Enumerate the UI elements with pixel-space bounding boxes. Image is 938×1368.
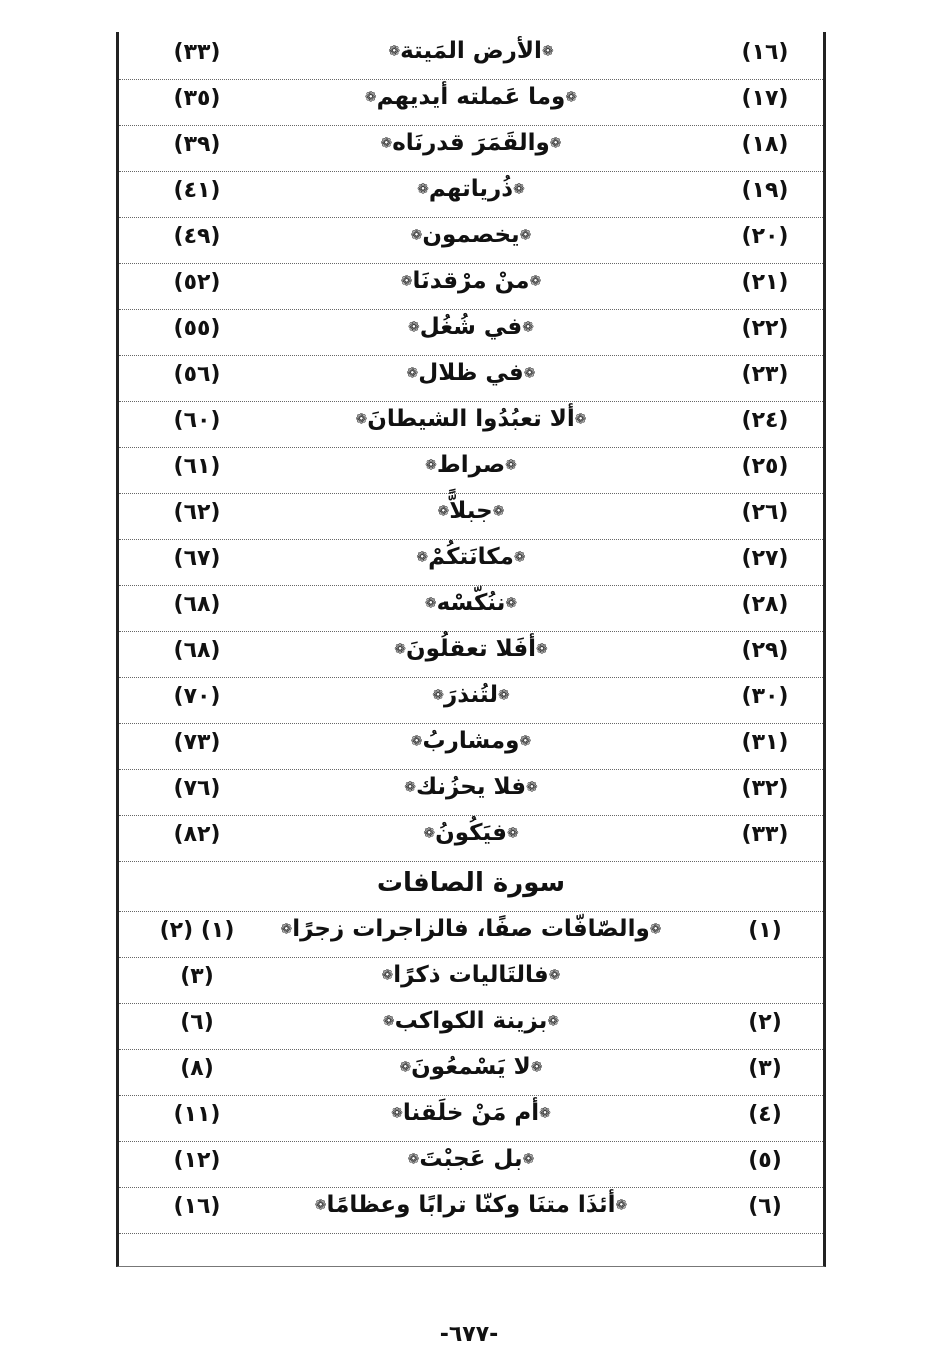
table-row (119, 586, 823, 632)
ornament-bracket-icon: ❁ (432, 687, 445, 704)
row-number: (٢٦) (741, 500, 789, 525)
quran-word (269, 1054, 673, 1080)
row-number: (١٦) (741, 40, 789, 65)
row-number: (١٧) (741, 86, 789, 111)
quran-word-text: بل عَجبْتَ (419, 1146, 523, 1172)
table-row (119, 770, 823, 816)
row-number: (١) (748, 918, 782, 943)
quran-word (269, 268, 673, 294)
row-number: (٣١) (741, 730, 789, 755)
quran-word-text: بزينة الكواكب (394, 1008, 548, 1034)
quran-word (269, 962, 673, 988)
ornament-bracket-icon: ❁ (399, 1059, 412, 1076)
verse-reference: (٦٧) (173, 546, 221, 571)
quran-word (269, 176, 673, 202)
verse-reference: (٦٨) (173, 592, 221, 617)
ornament-bracket-icon: ❁ (406, 365, 419, 382)
table-row (119, 356, 823, 402)
quran-word-text: ذُرياتهم (428, 176, 514, 202)
verse-reference: (٤١) (173, 178, 221, 203)
quran-word (269, 544, 673, 570)
quran-word-text: والصّافّات صفًا، فالزاجرات زجرًا (292, 916, 650, 942)
ornament-bracket-icon: ❁ (549, 135, 562, 152)
ornament-bracket-icon: ❁ (407, 1151, 420, 1168)
quran-word (269, 728, 673, 754)
ornament-bracket-icon: ❁ (526, 779, 538, 796)
quran-word-text: ننُكّسْه (436, 590, 506, 616)
quran-word-text: يخصمون (422, 222, 520, 248)
table-row (119, 1188, 823, 1234)
ornament-bracket-icon: ❁ (519, 733, 532, 750)
table-row (119, 678, 823, 724)
row-number: (١٩) (741, 178, 789, 203)
quran-word (269, 590, 673, 616)
quran-word-text: أئذَا متنَا وكنّا ترابًا وعظامًا (326, 1192, 616, 1218)
quran-word (269, 1100, 673, 1126)
ornament-bracket-icon: ❁ (410, 227, 423, 244)
ornament-bracket-icon: ❁ (513, 549, 526, 566)
table-row (119, 1096, 823, 1142)
ornament-bracket-icon: ❁ (548, 967, 561, 984)
table-row (119, 218, 823, 264)
quran-word (269, 916, 673, 942)
row-number: (٢٥) (741, 454, 789, 479)
verse-reference: (٦١) (173, 454, 221, 479)
table-row (119, 264, 823, 310)
quran-word-text: فالتَاليات ذكرًا (393, 962, 549, 988)
verse-reference: (٣) (180, 964, 214, 989)
ornament-bracket-icon: ❁ (424, 595, 437, 612)
verse-reference: (١٢) (173, 1148, 221, 1173)
quran-word (269, 360, 673, 386)
table-frame (116, 32, 826, 1267)
row-number: (٣) (748, 1056, 782, 1081)
ornament-bracket-icon: ❁ (492, 503, 505, 520)
quran-word (269, 222, 673, 248)
row-number: (٣٢) (741, 776, 789, 801)
ornament-bracket-icon: ❁ (522, 1151, 535, 1168)
ornament-bracket-icon: ❁ (280, 921, 293, 938)
row-number: (٢٢) (741, 316, 789, 341)
table-row (119, 172, 823, 218)
quran-word (269, 774, 673, 800)
ornament-bracket-icon: ❁ (417, 181, 429, 198)
ornament-bracket-icon: ❁ (364, 89, 377, 106)
ornament-bracket-icon: ❁ (505, 457, 517, 474)
row-number: (٥) (748, 1148, 782, 1173)
quran-word-text: جبلاًّ (449, 498, 493, 524)
quran-word-text: والقَمَرَ قدرنَاه (392, 130, 550, 156)
verse-reference: (٥٦) (173, 362, 221, 387)
quran-word (269, 636, 673, 662)
verse-reference: (٣٩) (173, 132, 221, 157)
ornament-bracket-icon: ❁ (381, 967, 394, 984)
row-number: (٢٤) (741, 408, 789, 433)
ornament-bracket-icon: ❁ (513, 181, 525, 198)
table-row (119, 126, 823, 172)
ornament-bracket-icon: ❁ (506, 825, 519, 842)
row-number: (٢٩) (741, 638, 789, 663)
ornament-bracket-icon: ❁ (423, 825, 436, 842)
quran-word-text: مكانَتكُمْ (428, 544, 514, 570)
ornament-bracket-icon: ❁ (539, 1105, 551, 1122)
quran-word-text: في ظلال (418, 360, 524, 386)
row-number: (٢٨) (741, 592, 789, 617)
ornament-bracket-icon: ❁ (615, 1197, 628, 1214)
quran-word-text: ومشاربُ (422, 728, 520, 754)
ornament-bracket-icon: ❁ (529, 273, 542, 290)
table-row (119, 34, 823, 80)
ornament-bracket-icon: ❁ (410, 733, 423, 750)
quran-word (269, 820, 673, 846)
ornament-bracket-icon: ❁ (425, 457, 437, 474)
row-number: (٢٣) (741, 362, 789, 387)
quran-word (269, 406, 673, 432)
ornament-bracket-icon: ❁ (437, 503, 450, 520)
quran-word (269, 498, 673, 524)
quran-word-text: الأرض المَيتة (400, 38, 542, 64)
row-number: (١٨) (741, 132, 789, 157)
verse-reference: (٣٥) (173, 86, 221, 111)
quran-word-text: فيَكُونُ (435, 820, 507, 846)
verse-reference: (٦) (180, 1010, 214, 1035)
table-row (119, 402, 823, 448)
verse-reference: (٦٨) (173, 638, 221, 663)
table-row (119, 540, 823, 586)
quran-word-text: ألا تعبُدُوا الشيطانَ (367, 406, 575, 432)
table-row (119, 1050, 823, 1096)
quran-word-text: لا يَسْمعُونَ (411, 1054, 531, 1080)
table-row (119, 816, 823, 862)
quran-word-text: فلا يحزُنك (415, 774, 527, 800)
row-number: (٢) (748, 1010, 782, 1035)
quran-word-text: صراط (436, 452, 506, 478)
ornament-bracket-icon: ❁ (536, 641, 548, 658)
quran-word (269, 38, 673, 64)
ornament-bracket-icon: ❁ (519, 227, 532, 244)
ornament-bracket-icon: ❁ (523, 365, 536, 382)
verse-reference: (٥٢) (173, 270, 221, 295)
quran-word (269, 130, 673, 156)
ornament-bracket-icon: ❁ (404, 779, 416, 796)
ornament-bracket-icon: ❁ (394, 641, 406, 658)
quran-word (269, 1008, 673, 1034)
verse-reference: (٦٠) (173, 408, 221, 433)
table-row (119, 724, 823, 770)
quran-word (269, 1192, 673, 1218)
quran-word-text: في شُغُل (419, 314, 523, 340)
table-row (119, 494, 823, 540)
row-number: (٢٧) (741, 546, 789, 571)
row-number: (٣٠) (741, 684, 789, 709)
table-row (119, 1142, 823, 1188)
table-row (119, 958, 823, 1004)
ornament-bracket-icon: ❁ (408, 319, 420, 336)
ornament-bracket-icon: ❁ (380, 135, 393, 152)
ornament-bracket-icon: ❁ (416, 549, 429, 566)
verse-reference: (٣٣) (173, 40, 221, 65)
verse-reference: (٧٣) (173, 730, 221, 755)
quran-word-text: لتُنذرَ (444, 682, 498, 708)
verse-reference: (١) (٢) (159, 918, 235, 943)
ornament-bracket-icon: ❁ (649, 921, 662, 938)
ornament-bracket-icon: ❁ (522, 319, 534, 336)
row-number: (٢٠) (741, 224, 789, 249)
row-number: (٢١) (741, 270, 789, 295)
verse-reference: (٨) (180, 1056, 214, 1081)
ornament-bracket-icon: ❁ (355, 411, 368, 428)
ornament-bracket-icon: ❁ (314, 1197, 327, 1214)
table-row (119, 80, 823, 126)
row-number: (٣٣) (741, 822, 789, 847)
verse-reference: (٧٦) (173, 776, 221, 801)
row-number: (٦) (748, 1194, 782, 1219)
ornament-bracket-icon: ❁ (541, 43, 554, 60)
verse-reference: (٧٠) (173, 684, 221, 709)
verse-reference: (٨٢) (173, 822, 221, 847)
quran-word (269, 1146, 673, 1172)
ornament-bracket-icon: ❁ (574, 411, 587, 428)
verse-reference: (٦٢) (173, 500, 221, 525)
table-row (119, 912, 823, 958)
verse-reference: (٥٥) (173, 316, 221, 341)
ornament-bracket-icon: ❁ (565, 89, 578, 106)
table-row (119, 310, 823, 356)
ornament-bracket-icon: ❁ (388, 43, 401, 60)
ornament-bracket-icon: ❁ (391, 1105, 403, 1122)
page-number: -٦٧٧- (439, 1322, 499, 1347)
quran-word-text: منْ مرْقدنَا (412, 268, 530, 294)
ornament-bracket-icon: ❁ (497, 687, 510, 704)
ornament-bracket-icon: ❁ (530, 1059, 543, 1076)
table-row (119, 632, 823, 678)
quran-word-text: أفَلا تعقلُونَ (405, 636, 537, 662)
quran-word-text: أم مَنْ خلَقنا (402, 1100, 540, 1126)
surah-title: سورة الصافات (119, 862, 823, 912)
ornament-bracket-icon: ❁ (382, 1013, 395, 1030)
quran-word-text: وما عَملته أيديهم (376, 84, 566, 110)
quran-word (269, 452, 673, 478)
ornament-bracket-icon: ❁ (547, 1013, 560, 1030)
ornament-bracket-icon: ❁ (400, 273, 413, 290)
quran-word (269, 682, 673, 708)
ornament-bracket-icon: ❁ (505, 595, 518, 612)
table-row (119, 1004, 823, 1050)
verse-reference: (١١) (173, 1102, 221, 1127)
verse-reference: (٤٩) (173, 224, 221, 249)
table-row (119, 448, 823, 494)
quran-word (269, 84, 673, 110)
verse-reference: (١٦) (173, 1194, 221, 1219)
row-number: (٤) (748, 1102, 782, 1127)
quran-word (269, 314, 673, 340)
